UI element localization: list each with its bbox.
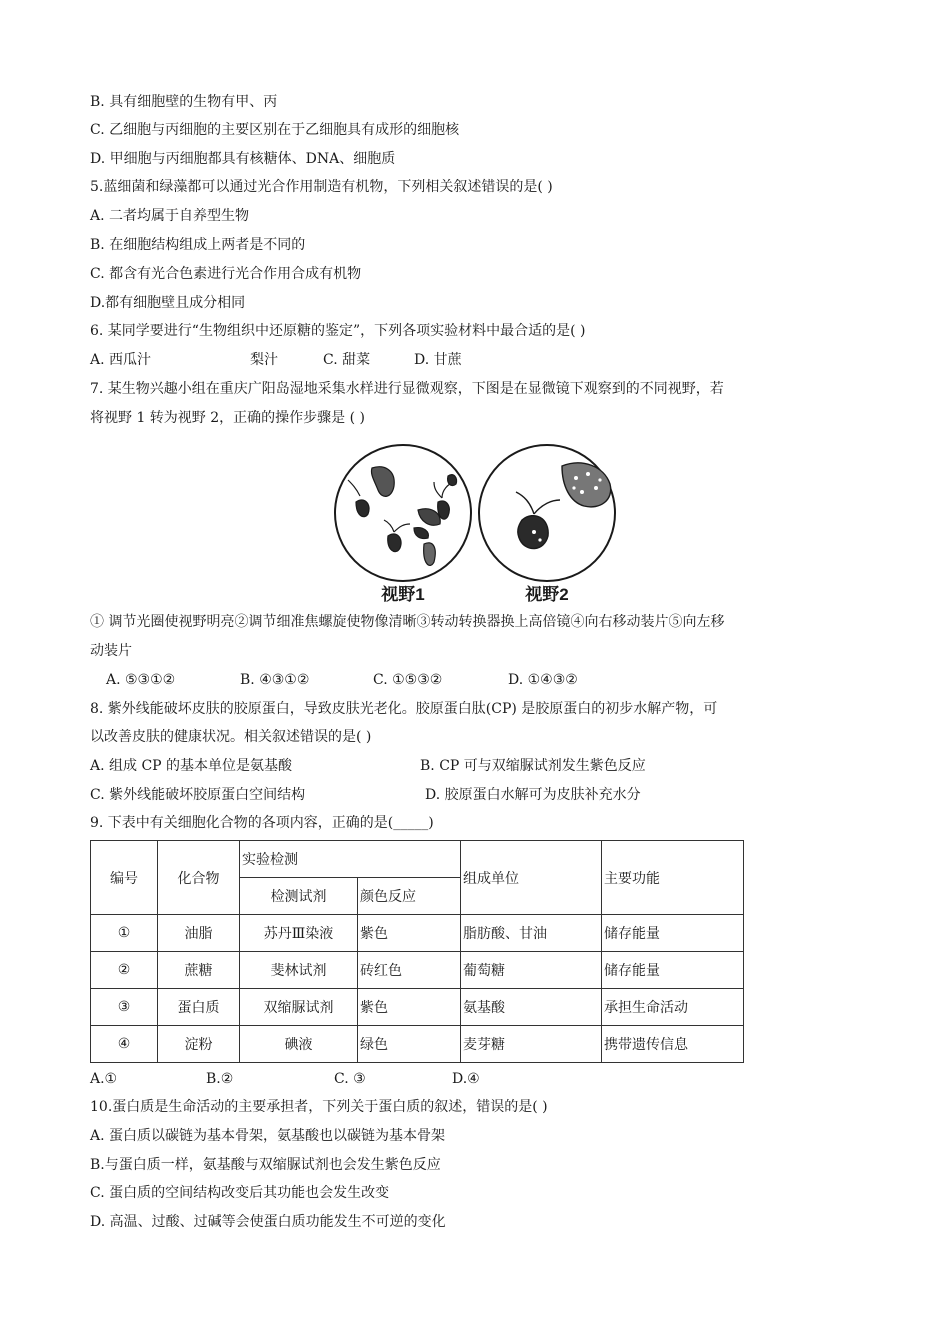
q6-stem: 6. 某同学要进行“生物组织中还原糖的鉴定”，下列各项实验材料中最合适的是( ) [90,323,586,339]
field-1-label: 视野1 [381,585,425,604]
q5-option-b: B. 在细胞结构组成上两者是不同的 [90,237,306,253]
q10-option-b: B.与蛋白质一样，氨基酸与双缩脲试剂也会发生紫色反应 [90,1157,441,1173]
q7-stem-line1: 7. 某生物兴趣小组在重庆广阳岛湿地采集水样进行显微观察，下图是在显微镜下观察到的不同视野，若 [90,381,724,397]
cell-compound: 淀粉 [158,1026,240,1063]
microscope-fields-illustration [330,440,620,605]
field-2-label: 视野2 [525,585,569,604]
cell-compound: 油脂 [158,915,240,952]
header-number: 编号 [91,841,158,915]
q4-option-c: C. 乙细胞与丙细胞的主要区别在于乙细胞具有成形的细胞核 [90,122,460,138]
q6-option-b: 梨汁 [250,352,278,368]
q8-stem-line2: 以改善皮肤的健康状况。相关叙述错误的是( ) [90,729,372,745]
table-row [91,952,744,989]
q5-option-d: D.都有细胞壁且成分相同 [90,295,246,311]
microscope-fields-figure [330,440,620,605]
cell-color: 紫色 [358,989,461,1026]
q9-option-a: A.① [90,1071,118,1087]
q8-option-b: B. CP 可与双缩脲试剂发生紫色反应 [420,758,646,774]
cell-color: 绿色 [358,1026,461,1063]
q5-option-c: C. 都含有光合色素进行光合作用合成有机物 [90,266,362,282]
q9-option-b: B.② [206,1071,234,1087]
cell-unit: 脂肪酸、甘油 [461,915,602,952]
cell-function: 储存能量 [602,915,744,952]
table-row [91,1026,744,1063]
q10-stem: 10.蛋白质是生命活动的主要承担者，下列关于蛋白质的叙述，错误的是( ) [90,1099,548,1115]
q4-option-b: B. 具有细胞壁的生物有甲、丙 [90,94,278,110]
q9-option-d: D.④ [452,1071,480,1087]
cell-number: ③ [91,989,158,1026]
q6-option-c: C. 甜菜 [323,352,371,368]
cell-reagent: 碘液 [240,1026,358,1063]
header-reagent: 检测试剂 [240,878,358,915]
cell-number: ④ [91,1026,158,1063]
q8-option-c: C. 紫外线能破坏胶原蛋白空间结构 [90,787,306,803]
compound-table [90,840,744,1063]
cell-unit: 氨基酸 [461,989,602,1026]
q7-steps-line2: 动装片 [90,643,132,659]
q5-stem: 5.蓝细菌和绿藻都可以通过光合作用制造有机物，下列相关叙述错误的是( ) [90,179,553,195]
q10-option-a: A. 蛋白质以碳链为基本骨架，氨基酸也以碳链为基本骨架 [90,1128,446,1144]
cell-reagent: 苏丹Ⅲ染液 [240,915,358,952]
cell-number: ① [91,915,158,952]
cell-compound: 蛋白质 [158,989,240,1026]
cell-color: 砖红色 [358,952,461,989]
q7-steps-line1: ① 调节光圈使视野明亮②调节细准焦螺旋使物像清晰③转动转换器换上高倍镜④向右移动装片⑤向左移 [90,614,725,630]
q7-stem-line2: 将视野 1 转为视野 2，正确的操作步骤是 ( ) [90,410,365,426]
cell-unit: 麦芽糖 [461,1026,602,1063]
q8-stem-line1: 8. 紫外线能破坏皮肤的胶原蛋白，导致皮肤光老化。胶原蛋白肽(CP) 是胶原蛋白的初步水解产物，可 [90,701,718,717]
table-header-row [91,841,744,878]
cell-compound: 蔗糖 [158,952,240,989]
cell-function: 携带遗传信息 [602,1026,744,1063]
q9-stem: 9. 下表中有关细胞化合物的各项内容，正确的是(_____) [90,815,434,831]
cell-function: 承担生命活动 [602,989,744,1026]
q8-option-a: A. 组成 CP 的基本单位是氨基酸 [90,758,293,774]
header-function: 主要功能 [602,841,744,915]
q10-option-d: D. 高温、过酸、过碱等会使蛋白质功能发生不可逆的变化 [90,1214,446,1230]
table-row [91,989,744,1026]
cell-unit: 葡萄糖 [461,952,602,989]
header-color: 颜色反应 [358,878,461,915]
q9-option-c: C. ③ [334,1071,366,1087]
cell-reagent: 双缩脲试剂 [240,989,358,1026]
header-detection: 实验检测 [240,841,461,878]
cell-color: 紫色 [358,915,461,952]
cell-function: 储存能量 [602,952,744,989]
q5-option-a: A. 二者均属于自养型生物 [90,208,250,224]
q7-option-a: A. ⑤③①② [106,672,176,688]
header-unit: 组成单位 [461,841,602,915]
q4-option-d: D. 甲细胞与丙细胞都具有核糖体、DNA、细胞质 [90,151,396,167]
q7-option-d: D. ①④③② [508,672,578,688]
q8-option-d: D. 胶原蛋白水解可为皮肤补充水分 [425,787,641,803]
q7-option-b: B. ④③①② [240,672,310,688]
q7-option-c: C. ①⑤③② [373,672,443,688]
q6-option-a: A. 西瓜汁 [90,352,152,368]
q10-option-c: C. 蛋白质的空间结构改变后其功能也会发生改变 [90,1185,390,1201]
field-1-circle [335,445,471,581]
q6-option-d: D. 甘蔗 [414,352,462,368]
table-row [91,915,744,952]
header-compound: 化合物 [158,841,240,915]
field-2-circle [479,445,615,581]
cell-reagent: 斐林试剂 [240,952,358,989]
cell-number: ② [91,952,158,989]
